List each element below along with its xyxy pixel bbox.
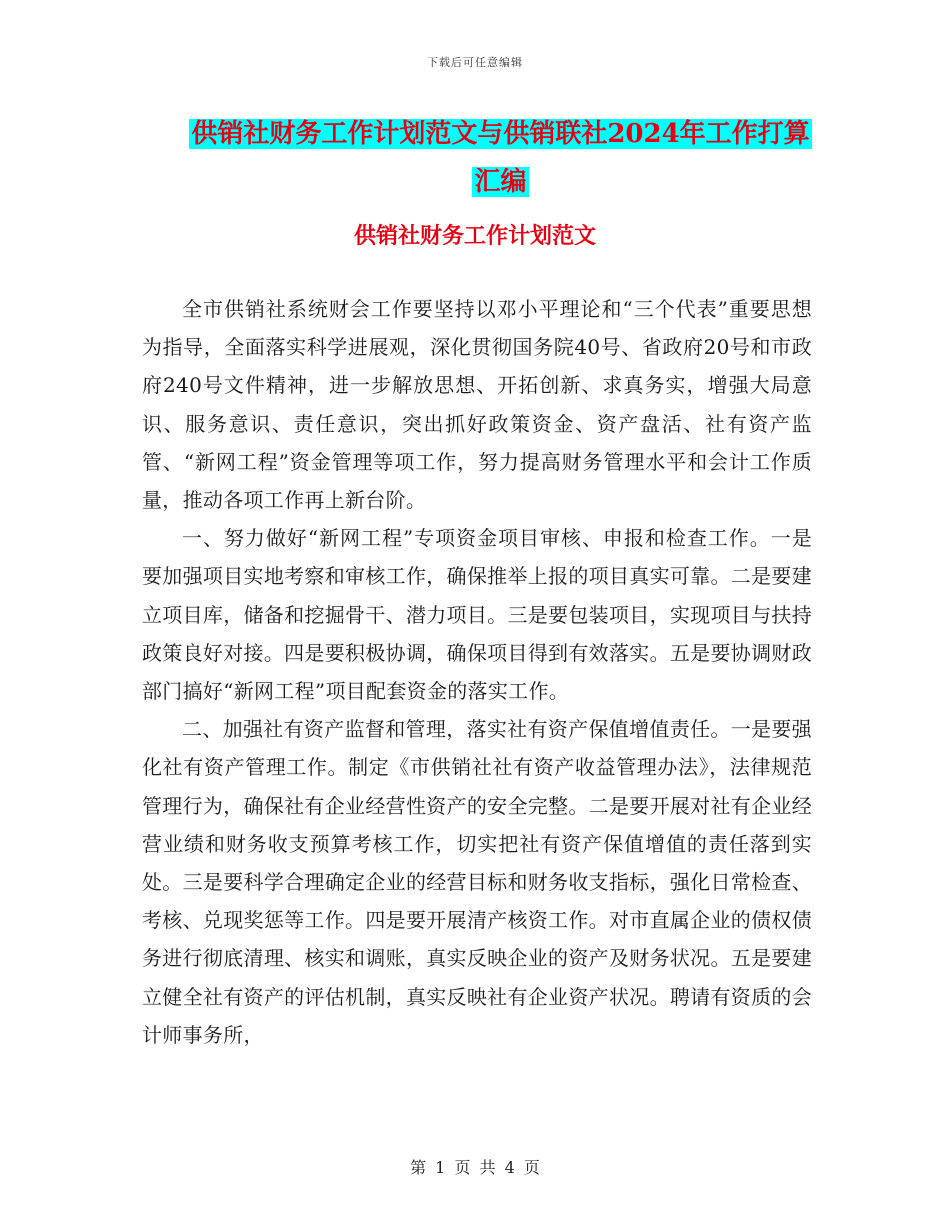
document-title bbox=[188, 110, 813, 206]
section-title: 供销社财务工作计划范文 bbox=[353, 223, 596, 249]
body-text bbox=[142, 290, 812, 1054]
document-title-line-2: 汇编 bbox=[474, 167, 527, 197]
page-number: 第 1 页 共 4 页 bbox=[410, 1158, 540, 1177]
paragraph: 二、加强社有资产监督和管理，落实社有资产保值增值责任。一是要强化社有资产管理工作。制定《市供销社社有资产收益管理办法》，法律规范管理行为，确保社有企业经营性资产的安全完整。二是要开展对社有企业经营业绩和财务收支预算考核工作，切实把社有资产保值增值的责任落到实处。三是要科学合理确定企业的经营目标和财务收支指标，强化日常检查、考核、兑现奖惩等工作。四是要开展清产核资工作。对市直属企业的债权债务进行彻底清理、核实和调账，真实反映企业的资产及财务状况。五是要建立健全社有资产的评估机制，真实反映社有企业资产状况。聘请有资质的会计师事务所， bbox=[142, 717, 812, 1047]
paragraph: 全市供销社系统财会工作要坚持以邓小平理论和“三个代表”重要思想为指导，全面落实科学进展观，深化贯彻国务院40号、省政府20号和市政府240号文件精神，进一步解放思想、开拓创新、求真务实，增强大局意识、服务意识、责任意识，突出抓好政策资金、资产盘活、社有资产监管、“新网工程”资金管理等项工作，努力提高财务管理水平和会计工作质量，推动各项工作再上新台阶。 bbox=[142, 297, 812, 513]
header-note: 下载后可任意编辑 bbox=[427, 56, 523, 69]
document-title-line-1: 供销社财务工作计划范文与供销联社2024年工作打算 bbox=[191, 119, 810, 149]
paragraph: 一、努力做好“新网工程”专项资金项目审核、申报和检查工作。一是要加强项目实地考察和审核工作，确保推举上报的项目真实可靠。二是要建立项目库，储备和挖掘骨干、潜力项目。三是要包装项目，实现项目与扶持政策良好对接。四是要积极协调，确保项目得到有效落实。五是要协调财政部门搞好“新网工程”项目配套资金的落实工作。 bbox=[142, 526, 812, 704]
